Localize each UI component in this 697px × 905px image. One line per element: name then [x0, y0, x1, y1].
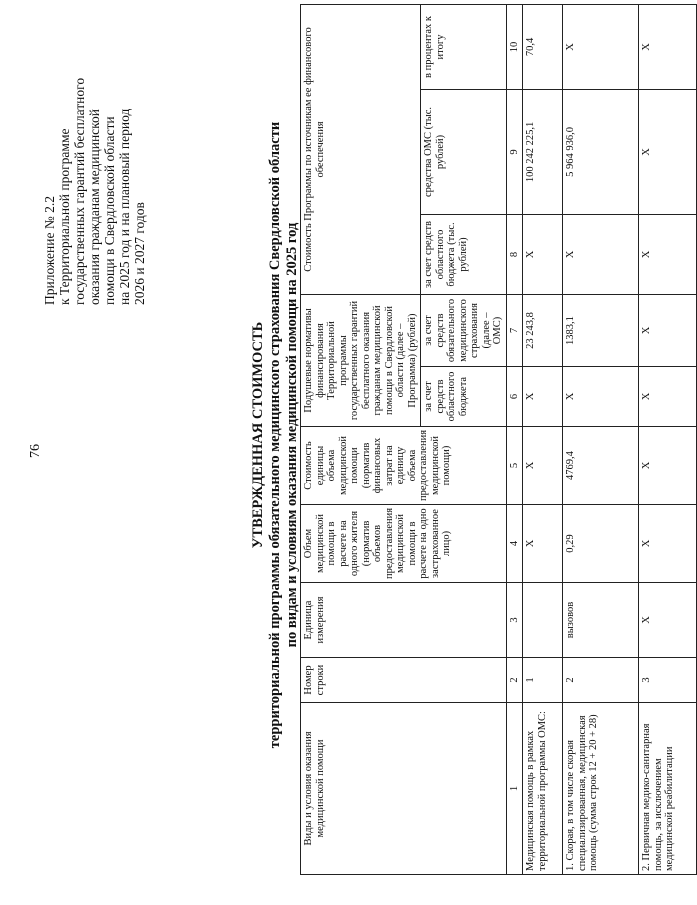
appendix-line: государственных гарантий бесплатного: [72, 77, 87, 305]
column-number: 1: [506, 703, 523, 875]
row-norm-budget: X: [563, 367, 639, 427]
row-norm-oms: 23 243,8: [523, 294, 563, 366]
row-unit: вызовов: [563, 583, 639, 658]
row-norm-budget: X: [639, 367, 697, 427]
appendix-line: Приложение № 2.2: [42, 196, 57, 305]
row-number: 1: [523, 658, 563, 703]
header-percent: в процентах к итогу: [421, 4, 507, 89]
row-unit-cost: X: [639, 427, 697, 505]
column-number: 3: [506, 583, 523, 658]
appendix-line: к Территориальной программе: [57, 128, 72, 305]
row-name: Медицинская помощь в рамках территориальной программы ОМС:: [523, 703, 563, 875]
row-name: 2. Первичная медико-санитарная помощь, за исключением медицинской реабилитации: [639, 703, 697, 875]
header-program-cost: Стоимость Программы по источникам ее финансового обеспечения: [301, 4, 421, 294]
column-number: 6: [506, 367, 523, 427]
title-line-1: УТВЕРЖДЕННАЯ СТОИМОСТЬ: [250, 321, 266, 549]
table-row: [639, 4, 697, 874]
header-norm-budget: за счет средств областного бюджета: [421, 367, 507, 427]
header-per-capita-norms: Подушевые нормативы финансирования Территориальной программы государственных гарантий бесплатного оказания гражданам медицинской помощи в Свердловской области (далее – Программа) (рублей): [301, 294, 421, 426]
row-percent: X: [563, 4, 639, 89]
appendix-line: оказания гражданам медицинской: [87, 108, 102, 305]
row-volume: X: [523, 505, 563, 583]
page-number: 76: [28, 444, 43, 458]
header-cost-oms: средства ОМС (тыс. рублей): [421, 89, 507, 214]
table-row: [563, 4, 639, 874]
row-volume: 0,29: [563, 505, 639, 583]
header-unit-cost: Стоимость единицы объема медицинской помощи (норматив финансовых затрат на единицу объема предоставления медицинской помощи): [301, 427, 507, 505]
row-cost-budget: X: [639, 214, 697, 294]
column-number: 9: [506, 89, 523, 214]
appendix-heading: [42, 5, 147, 305]
appendix-line: помощи в Свердловской области: [102, 116, 117, 305]
row-percent: X: [639, 4, 697, 89]
row-unit-cost: 4769,4: [563, 427, 639, 505]
row-percent: 70,4: [523, 4, 563, 89]
row-name: 1. Скорая, в том числе скорая специализированная, медицинская помощь (сумма строк 12 + 20 + 28): [563, 703, 639, 875]
header-cost-budget: за счет средств областного бюджета (тыс. рублей): [421, 214, 507, 294]
row-norm-oms: 1383,1: [563, 294, 639, 366]
row-cost-oms: X: [639, 89, 697, 214]
column-number: 7: [506, 294, 523, 366]
column-number: 4: [506, 505, 523, 583]
appendix-line: 2026 и 2027 годов: [132, 202, 147, 305]
row-volume: X: [639, 505, 697, 583]
row-unit: [523, 583, 563, 658]
row-unit-cost: X: [523, 427, 563, 505]
row-cost-oms: 5 964 936,0: [563, 89, 639, 214]
header-kinds: Виды и условия оказания медицинской помощи: [301, 703, 507, 875]
row-unit: X: [639, 583, 697, 658]
table-row: [523, 4, 563, 874]
title-line-3: по видам и условиям оказания медицинской помощи на 2025 год: [284, 222, 300, 648]
row-norm-oms: X: [639, 294, 697, 366]
header-unit: Единица измерения: [301, 583, 507, 658]
column-number: 8: [506, 214, 523, 294]
column-number: 10: [506, 4, 523, 89]
appendix-line: на 2025 год и на плановый период: [117, 108, 132, 305]
row-cost-budget: X: [523, 214, 563, 294]
row-cost-budget: X: [563, 214, 639, 294]
row-number: 2: [563, 658, 639, 703]
cost-table: [300, 4, 697, 875]
column-number: 2: [506, 658, 523, 703]
column-number: 5: [506, 427, 523, 505]
row-number: 3: [639, 658, 697, 703]
header-row-number: Номер строки: [301, 658, 507, 703]
document-title: [250, 115, 301, 755]
row-norm-budget: X: [523, 367, 563, 427]
title-line-2: территориальной программы обязательного медицинского страхования Свердловской области: [267, 121, 283, 749]
row-cost-oms: 100 242 225,1: [523, 89, 563, 214]
header-norm-oms: за счет средств обязательного медицинского страхования (далее – ОМС): [421, 294, 507, 366]
header-volume: Объем медицинской помощи в расчете на одного жителя (норматив объемов предоставления медицинской помощи в расчете на одно застрахованное лицо): [301, 505, 507, 583]
